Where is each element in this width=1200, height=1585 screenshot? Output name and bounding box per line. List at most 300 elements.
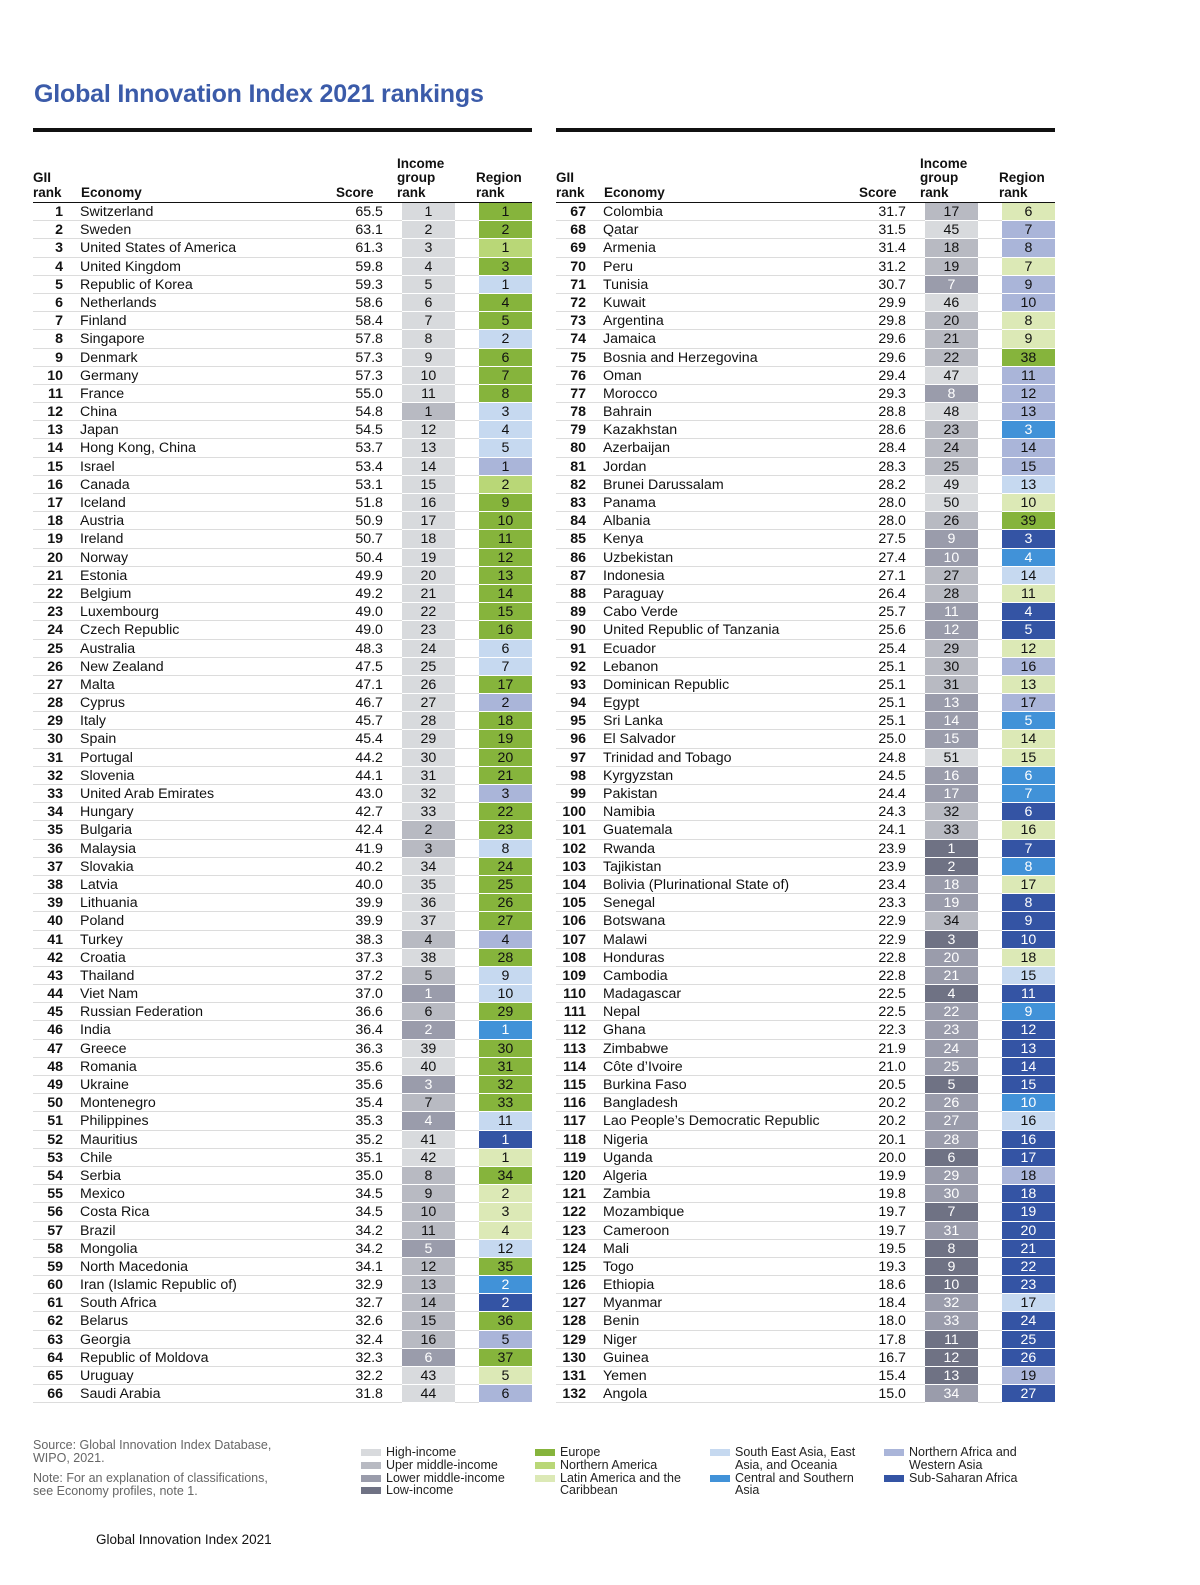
- table-row: [556, 549, 1055, 567]
- table-row: [33, 730, 532, 748]
- gii-rank: 24: [33, 621, 63, 639]
- region-rank: 15: [1002, 967, 1055, 985]
- gii-rank: 99: [556, 785, 586, 803]
- score: 31.5: [839, 221, 906, 239]
- table-row: [556, 658, 1055, 676]
- income-group-rank: 30: [925, 658, 977, 676]
- region-rank: 29: [479, 1003, 532, 1021]
- economy-name: Croatia: [63, 949, 316, 967]
- cell-gap: [383, 730, 402, 748]
- score: 22.3: [839, 1021, 906, 1039]
- cell-gap: [906, 1349, 925, 1367]
- table-row: [33, 1385, 532, 1403]
- gii-rank: 59: [33, 1258, 63, 1276]
- cell-gap: [978, 821, 1002, 839]
- region-rank: 1: [479, 203, 532, 221]
- score: 28.3: [839, 458, 906, 476]
- region-rank: 25: [1002, 1331, 1055, 1349]
- score: 34.2: [316, 1222, 383, 1240]
- table-row: [556, 694, 1055, 712]
- cell-gap: [455, 912, 479, 930]
- income-group-rank: 7: [402, 312, 454, 330]
- score: 28.4: [839, 439, 906, 457]
- income-group-rank: 24: [402, 640, 454, 658]
- cell-gap: [383, 294, 402, 312]
- cell-gap: [383, 840, 402, 858]
- rankings-table-left: [33, 128, 532, 1403]
- economy-name: Australia: [63, 640, 316, 658]
- region-rank: 9: [479, 967, 532, 985]
- region-rank: 12: [1002, 385, 1055, 403]
- economy-name: Malaysia: [63, 840, 316, 858]
- gii-rank: 127: [556, 1294, 586, 1312]
- cell-gap: [906, 858, 925, 876]
- cell-gap: [455, 221, 479, 239]
- cell-gap: [383, 1222, 402, 1240]
- gii-rank: 51: [33, 1112, 63, 1130]
- economy-name: Russian Federation: [63, 1003, 316, 1021]
- economy-name: Botswana: [586, 912, 839, 930]
- page-footer: Global Innovation Index 2021: [96, 1532, 272, 1547]
- economy-name: Ethiopia: [586, 1276, 839, 1294]
- gii-rank: 37: [33, 858, 63, 876]
- cell-gap: [906, 676, 925, 694]
- score: 18.4: [839, 1294, 906, 1312]
- score: 36.3: [316, 1040, 383, 1058]
- region-rank: 17: [479, 676, 532, 694]
- income-group-rank: 28: [402, 712, 454, 730]
- income-group-rank: 5: [402, 276, 454, 294]
- cell-gap: [455, 1203, 479, 1221]
- cell-gap: [383, 1167, 402, 1185]
- economy-name: Malta: [63, 676, 316, 694]
- region-rank: 18: [1002, 1167, 1055, 1185]
- cell-gap: [978, 203, 1002, 221]
- income-group-rank: 45: [925, 221, 977, 239]
- table-row: [33, 1131, 532, 1149]
- gii-rank: 82: [556, 476, 586, 494]
- economy-name: Philippines: [63, 1112, 316, 1130]
- legend-label: Low-income: [386, 1483, 454, 1498]
- cell-gap: [455, 1258, 479, 1276]
- economy-name: Rwanda: [586, 840, 839, 858]
- table-row: [556, 1349, 1055, 1367]
- gii-rank: 52: [33, 1131, 63, 1149]
- economy-name: Togo: [586, 1258, 839, 1276]
- income-group-rank: 10: [402, 367, 454, 385]
- economy-name: Singapore: [63, 330, 316, 348]
- gii-rank: 8: [33, 330, 63, 348]
- cell-gap: [906, 912, 925, 930]
- score: 35.1: [316, 1149, 383, 1167]
- income-group-rank: 20: [925, 312, 977, 330]
- table-row: [33, 512, 532, 530]
- economy-name: Cyprus: [63, 694, 316, 712]
- cell-gap: [455, 439, 479, 457]
- score: 23.3: [839, 894, 906, 912]
- cell-gap: [455, 1021, 479, 1039]
- score: 31.4: [839, 239, 906, 257]
- gii-rank: 3: [33, 239, 63, 257]
- region-rank: 16: [1002, 658, 1055, 676]
- income-group-rank: 41: [402, 1131, 454, 1149]
- cell-gap: [978, 1367, 1002, 1385]
- cell-gap: [383, 821, 402, 839]
- cell-gap: [978, 312, 1002, 330]
- region-rank: 24: [1002, 1312, 1055, 1330]
- cell-gap: [978, 912, 1002, 930]
- score: 42.4: [316, 821, 383, 839]
- region-rank: 13: [1002, 476, 1055, 494]
- score: 48.3: [316, 640, 383, 658]
- score: 28.0: [839, 494, 906, 512]
- cell-gap: [383, 1149, 402, 1167]
- income-group-rank: 27: [925, 1112, 977, 1130]
- region-rank: 2: [479, 1185, 532, 1203]
- cell-gap: [383, 239, 402, 257]
- cell-gap: [455, 931, 479, 949]
- gii-rank: 125: [556, 1258, 586, 1276]
- cell-gap: [906, 621, 925, 639]
- cell-gap: [906, 1149, 925, 1167]
- table-row: [33, 640, 532, 658]
- gii-rank: 123: [556, 1222, 586, 1240]
- economy-name: Estonia: [63, 567, 316, 585]
- table-row: [33, 912, 532, 930]
- economy-name: United Republic of Tanzania: [586, 621, 839, 639]
- table-row: [33, 676, 532, 694]
- cell-gap: [455, 694, 479, 712]
- header-income-group-rank: Income group rank: [920, 155, 968, 200]
- income-group-rank: 35: [402, 876, 454, 894]
- cell-gap: [978, 330, 1002, 348]
- score: 34.5: [316, 1203, 383, 1221]
- economy-name: Lao People’s Democratic Republic: [586, 1112, 839, 1130]
- income-group-rank: 31: [925, 676, 977, 694]
- source-note: Source: Global Innovation Index Database, WIPO, 2021.: [33, 1438, 272, 1465]
- score: 25.0: [839, 730, 906, 748]
- table-row: [556, 1331, 1055, 1349]
- cell-gap: [455, 312, 479, 330]
- economy-name: Kuwait: [586, 294, 839, 312]
- gii-rank: 113: [556, 1040, 586, 1058]
- cell-gap: [906, 1312, 925, 1330]
- gii-rank: 36: [33, 840, 63, 858]
- cell-gap: [455, 1094, 479, 1112]
- gii-rank: 41: [33, 931, 63, 949]
- gii-rank: 68: [556, 221, 586, 239]
- score: 23.4: [839, 876, 906, 894]
- gii-rank: 73: [556, 312, 586, 330]
- cell-gap: [455, 785, 479, 803]
- region-rank: 25: [479, 876, 532, 894]
- cell-gap: [978, 1294, 1002, 1312]
- region-rank: 1: [479, 1131, 532, 1149]
- income-group-rank: 18: [925, 876, 977, 894]
- gii-rank: 75: [556, 349, 586, 367]
- cell-gap: [978, 894, 1002, 912]
- cell-gap: [906, 1276, 925, 1294]
- income-group-rank: 31: [925, 1222, 977, 1240]
- region-rank: 8: [1002, 858, 1055, 876]
- gii-rank: 22: [33, 585, 63, 603]
- table-row: [556, 1040, 1055, 1058]
- economy-name: Netherlands: [63, 294, 316, 312]
- cell-gap: [978, 1003, 1002, 1021]
- income-group-rank: 31: [402, 767, 454, 785]
- cell-gap: [455, 330, 479, 348]
- economy-name: Greece: [63, 1040, 316, 1058]
- economy-name: North Macedonia: [63, 1258, 316, 1276]
- score: 41.9: [316, 840, 383, 858]
- cell-gap: [455, 1294, 479, 1312]
- cell-gap: [383, 585, 402, 603]
- gii-rank: 18: [33, 512, 63, 530]
- table-row: [556, 1185, 1055, 1203]
- income-group-rank: 1: [925, 840, 977, 858]
- cell-gap: [978, 1349, 1002, 1367]
- economy-name: Spain: [63, 730, 316, 748]
- region-rank: 28: [479, 949, 532, 967]
- region-rank: 11: [1002, 367, 1055, 385]
- income-group-rank: 37: [402, 912, 454, 930]
- gii-rank: 47: [33, 1040, 63, 1058]
- legend-swatch: [361, 1475, 381, 1482]
- income-group-rank: 13: [402, 1276, 454, 1294]
- income-group-rank: 3: [925, 931, 977, 949]
- table-row: [33, 1203, 532, 1221]
- legend-swatch: [361, 1449, 381, 1456]
- economy-name: Israel: [63, 458, 316, 476]
- gii-rank: 10: [33, 367, 63, 385]
- income-group-rank: 17: [402, 512, 454, 530]
- table-row: [33, 1240, 532, 1258]
- income-group-rank: 5: [402, 1240, 454, 1258]
- region-rank: 10: [479, 512, 532, 530]
- table-row: [556, 967, 1055, 985]
- score: 20.2: [839, 1094, 906, 1112]
- legend-item: [361, 1484, 505, 1497]
- income-group-rank: 15: [402, 1312, 454, 1330]
- region-rank: 16: [1002, 821, 1055, 839]
- economy-name: Finland: [63, 312, 316, 330]
- gii-rank: 43: [33, 967, 63, 985]
- table-row: [556, 1094, 1055, 1112]
- table-row: [556, 640, 1055, 658]
- table-row: [33, 749, 532, 767]
- economy-name: Argentina: [586, 312, 839, 330]
- table-row: [556, 676, 1055, 694]
- gii-rank: 50: [33, 1094, 63, 1112]
- gii-rank: 46: [33, 1021, 63, 1039]
- income-group-rank: 42: [402, 1149, 454, 1167]
- economy-name: Portugal: [63, 749, 316, 767]
- score: 19.7: [839, 1222, 906, 1240]
- region-rank: 16: [1002, 1112, 1055, 1130]
- gii-rank: 84: [556, 512, 586, 530]
- score: 25.1: [839, 658, 906, 676]
- cell-gap: [978, 367, 1002, 385]
- score: 63.1: [316, 221, 383, 239]
- economy-name: Dominican Republic: [586, 676, 839, 694]
- gii-rank: 28: [33, 694, 63, 712]
- income-group-rank: 3: [402, 239, 454, 257]
- region-rank: 14: [1002, 730, 1055, 748]
- economy-name: Zimbabwe: [586, 1040, 839, 1058]
- score: 37.0: [316, 985, 383, 1003]
- cell-gap: [455, 1331, 479, 1349]
- income-group-rank: 6: [402, 1349, 454, 1367]
- table-row: [33, 294, 532, 312]
- economy-name: United Arab Emirates: [63, 785, 316, 803]
- cell-gap: [906, 1058, 925, 1076]
- gii-rank: 1: [33, 203, 63, 221]
- cell-gap: [383, 1131, 402, 1149]
- income-group-rank: 24: [925, 1040, 977, 1058]
- score: 36.6: [316, 1003, 383, 1021]
- table-row: [556, 385, 1055, 403]
- cell-gap: [978, 1203, 1002, 1221]
- score: 23.9: [839, 840, 906, 858]
- economy-name: Saudi Arabia: [63, 1385, 316, 1403]
- table-row: [33, 1331, 532, 1349]
- score: 22.9: [839, 931, 906, 949]
- economy-name: Turkey: [63, 931, 316, 949]
- table-row: [556, 1021, 1055, 1039]
- economy-name: Chile: [63, 1149, 316, 1167]
- region-rank: 4: [1002, 549, 1055, 567]
- cell-gap: [978, 385, 1002, 403]
- score: 45.4: [316, 730, 383, 748]
- table-row: [33, 858, 532, 876]
- cell-gap: [383, 640, 402, 658]
- economy-name: Brunei Darussalam: [586, 476, 839, 494]
- income-group-rank: 49: [925, 476, 977, 494]
- cell-gap: [906, 458, 925, 476]
- region-rank: 17: [1002, 1149, 1055, 1167]
- gii-rank: 131: [556, 1367, 586, 1385]
- income-group-rank: 22: [925, 1003, 977, 1021]
- income-group-rank: 30: [402, 749, 454, 767]
- region-rank: 36: [479, 1312, 532, 1330]
- gii-rank: 2: [33, 221, 63, 239]
- table-row: [33, 985, 532, 1003]
- income-group-rank: 44: [402, 1385, 454, 1403]
- region-rank: 2: [479, 1276, 532, 1294]
- table-row: [33, 258, 532, 276]
- gii-rank: 20: [33, 549, 63, 567]
- gii-rank: 80: [556, 439, 586, 457]
- legend-label: Lower middle-income: [386, 1470, 505, 1485]
- economy-name: Panama: [586, 494, 839, 512]
- region-rank: 16: [1002, 1131, 1055, 1149]
- cell-gap: [978, 640, 1002, 658]
- income-group-rank: 38: [402, 949, 454, 967]
- legend-swatch: [535, 1449, 555, 1456]
- cell-gap: [906, 203, 925, 221]
- table-row: [556, 1167, 1055, 1185]
- region-rank: 39: [1002, 512, 1055, 530]
- cell-gap: [978, 1131, 1002, 1149]
- income-group-rank: 32: [402, 785, 454, 803]
- table-row: [556, 785, 1055, 803]
- income-group-rank: 4: [925, 985, 977, 1003]
- score: 15.4: [839, 1367, 906, 1385]
- economy-name: Norway: [63, 549, 316, 567]
- economy-name: Belgium: [63, 585, 316, 603]
- economy-name: Viet Nam: [63, 985, 316, 1003]
- economy-name: Uzbekistan: [586, 549, 839, 567]
- legend-label: South East Asia, East: [735, 1445, 856, 1459]
- region-rank: 6: [479, 640, 532, 658]
- score: 25.1: [839, 676, 906, 694]
- table-row: [556, 821, 1055, 839]
- income-group-rank: 34: [925, 1385, 977, 1403]
- gii-rank: 60: [33, 1276, 63, 1294]
- cell-gap: [978, 1112, 1002, 1130]
- region-rank: 14: [1002, 439, 1055, 457]
- cell-gap: [906, 1094, 925, 1112]
- cell-gap: [906, 840, 925, 858]
- economy-name: Bulgaria: [63, 821, 316, 839]
- cell-gap: [978, 458, 1002, 476]
- score: 19.8: [839, 1185, 906, 1203]
- gii-rank: 23: [33, 603, 63, 621]
- economy-name: Poland: [63, 912, 316, 930]
- cell-gap: [455, 821, 479, 839]
- region-rank: 8: [479, 840, 532, 858]
- region-rank: 19: [1002, 1367, 1055, 1385]
- region-rank: 17: [1002, 694, 1055, 712]
- cell-gap: [383, 949, 402, 967]
- region-rank: 7: [1002, 785, 1055, 803]
- cell-gap: [383, 276, 402, 294]
- table-row: [33, 1003, 532, 1021]
- economy-name: Jamaica: [586, 330, 839, 348]
- economy-name: Bosnia and Herzegovina: [586, 349, 839, 367]
- table-row: [33, 1349, 532, 1367]
- cell-gap: [978, 931, 1002, 949]
- region-rank: 19: [479, 730, 532, 748]
- score: 39.9: [316, 894, 383, 912]
- cell-gap: [455, 1240, 479, 1258]
- income-group-rank: 28: [925, 585, 977, 603]
- region-rank: 10: [479, 985, 532, 1003]
- income-group-rank: 26: [925, 512, 977, 530]
- table-row: [556, 912, 1055, 930]
- cell-gap: [455, 294, 479, 312]
- region-rank: 11: [1002, 985, 1055, 1003]
- economy-name: Sri Lanka: [586, 712, 839, 730]
- gii-rank: 119: [556, 1149, 586, 1167]
- region-rank: 13: [1002, 1040, 1055, 1058]
- score: 38.3: [316, 931, 383, 949]
- score: 17.8: [839, 1331, 906, 1349]
- gii-rank: 92: [556, 658, 586, 676]
- gii-rank: 49: [33, 1076, 63, 1094]
- income-group-rank: 8: [402, 1167, 454, 1185]
- cell-gap: [978, 1185, 1002, 1203]
- header-score: Score: [859, 184, 897, 200]
- table-row: [556, 203, 1055, 221]
- table-row: [33, 494, 532, 512]
- economy-name: Canada: [63, 476, 316, 494]
- legend-region-3: [884, 1446, 1017, 1484]
- cell-gap: [383, 1076, 402, 1094]
- table-row: [33, 1185, 532, 1203]
- legend-label: Northern Africa and: [909, 1445, 1017, 1459]
- region-rank: 8: [1002, 312, 1055, 330]
